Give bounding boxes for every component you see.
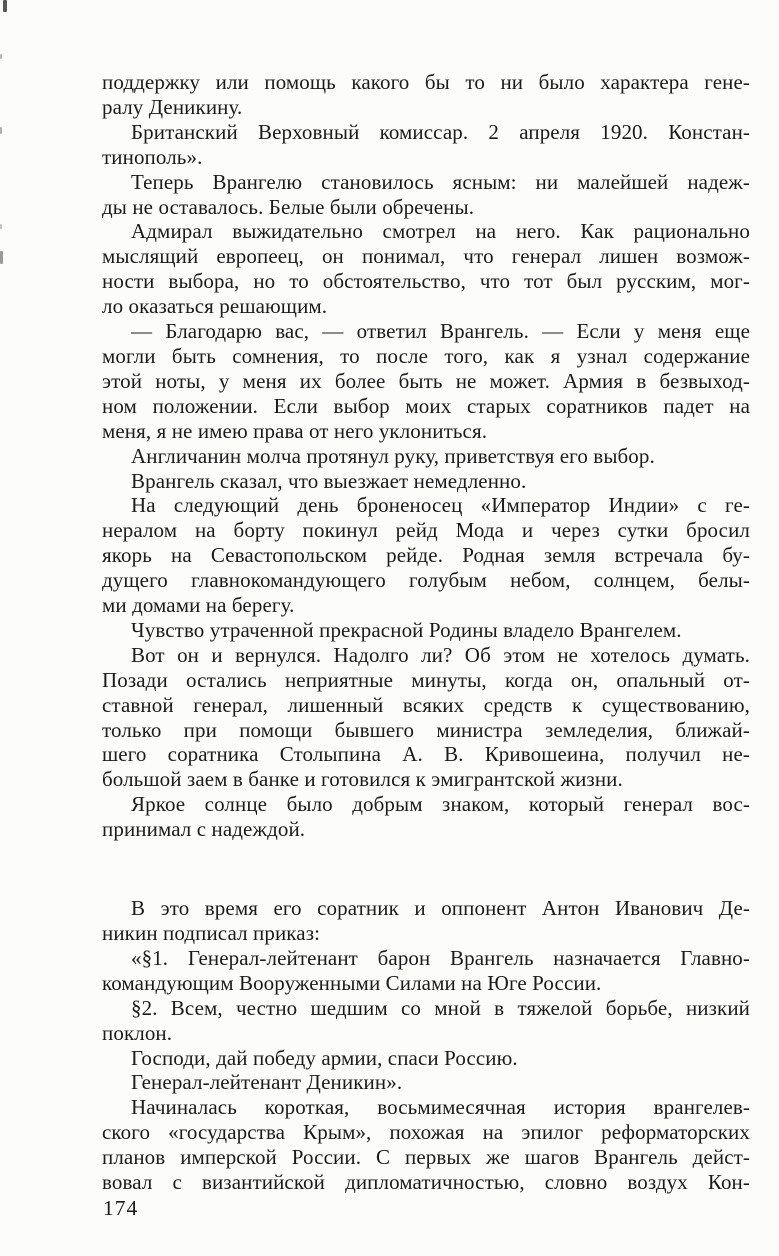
text-line: дущего главнокомандующего голубым небом, солнцем, белы-	[102, 568, 750, 593]
text-line: Вот он и вернулся. Надолго ли? Об этом не хотелось думать.	[131, 642, 750, 667]
paragraph	[102, 170, 750, 220]
text-line: Господи, дай победу армии, спаси Россию.	[131, 1045, 518, 1070]
text-line: тинополь».	[102, 144, 203, 169]
paragraph	[102, 1046, 750, 1071]
text-line: ном положении. Если выбор моих старых соратников падет на	[102, 393, 750, 418]
scan-artifact	[0, 224, 2, 229]
text-line: командующим Вооруженными Силами на Юге России.	[102, 970, 602, 995]
text-line: ралу Деникину.	[102, 94, 243, 119]
text-line: мыслящий европеец, он понимал, что генерал лишен возмож-	[102, 244, 750, 269]
text-line: Англичанин молча протянул руку, приветствуя его выбор.	[131, 443, 655, 468]
text-line: этой ноты, у меня их более быть не может. Армия в безвыход-	[102, 368, 750, 393]
text-line: поддержку или помощь какого бы то ни было характера гене-	[102, 70, 750, 94]
text-line: — Благодарю вас, — ответил Врангель. — Если у меня еще	[131, 319, 750, 344]
text-line: ского «государства Крым», похожая на эпилог реформаторских	[102, 1120, 750, 1145]
text-line: вовал с византийской дипломатичностью, словно воздух Кон-	[102, 1170, 750, 1195]
paragraph	[102, 469, 750, 494]
text-line: ми домами на берегу.	[102, 593, 295, 618]
text-line: нералом на борту покинул рейд Мода и через сутки бросил	[102, 518, 750, 543]
text-line: якорь на Севастопольском рейде. Родная земля встречала бу-	[102, 543, 750, 568]
text-line: ло оказаться решающим.	[102, 294, 328, 319]
page-number: 174	[103, 1196, 139, 1220]
text-line: Врангель сказал, что выезжает немедленно.	[131, 468, 527, 493]
text-line: Начиналась короткая, восьмимесячная история врангелев-	[131, 1095, 750, 1120]
scan-artifact	[0, 127, 2, 134]
text-line: ды не оставалось. Белые были обречены.	[102, 194, 475, 219]
paragraph	[102, 618, 750, 643]
text-line: принимал с надеждой.	[102, 817, 306, 842]
text-line: шего соратника Столыпина А. В. Кривошеина, получил не-	[102, 742, 750, 767]
scan-artifact	[0, 251, 3, 264]
text-line: Чувство утраченной прекрасной Родины владело Врангелем.	[131, 617, 682, 642]
text-line: Адмирал выжидательно смотрел на него. Как рационально	[131, 219, 750, 244]
text-line: поклон.	[102, 1020, 173, 1045]
text-line: «§1. Генерал-лейтенант барон Врангель назначается Главно-	[131, 945, 750, 970]
paragraph	[102, 319, 750, 444]
text-line: никин подписал приказ:	[102, 921, 321, 945]
paragraph	[102, 946, 750, 996]
text-line: большой заем в банке и готовился к эмигрантской жизни.	[102, 767, 623, 792]
paragraph	[102, 643, 750, 792]
text-line: ности выбора, но то обстоятельство, что тот был русским, мог-	[102, 269, 750, 294]
text-line: только при помощи бывшего министра земледелия, ближай-	[102, 717, 750, 742]
text-line: §2. Всем, честно шедшим со мной в тяжелой борьбе, низкий	[131, 995, 750, 1020]
text-line: Генерал-лейтенант Деникин».	[131, 1070, 403, 1095]
text-line: Позади остались неприятные минуты, когда он, опальный от-	[102, 667, 750, 692]
text-line: Теперь Врангелю становилось ясным: ни малейшей надеж-	[131, 169, 750, 194]
text-line: В это время его соратник и оппонент Антон Иванович Де-	[131, 896, 750, 921]
text-line: На следующий день броненосец «Император Индии» с ге-	[131, 493, 750, 518]
text-line: Британский Верховный комиссар. 2 апреля 1920. Констан-	[131, 119, 750, 144]
text-block	[102, 70, 750, 1195]
paragraph	[102, 120, 750, 170]
paragraph	[102, 493, 750, 618]
text-line: меня, я не имею права от него уклониться.	[102, 418, 488, 443]
scan-artifact	[3, 0, 7, 12]
text-line: Яркое солнце было добрым знаком, который генерал вос-	[131, 792, 750, 817]
text-line: ставной генерал, лишенный всяких средств к существованию,	[102, 692, 750, 717]
paragraph	[102, 996, 750, 1046]
paragraph	[102, 1095, 750, 1195]
paragraph	[102, 1070, 750, 1095]
text-line: могли быть сомнения, то после того, как я узнал содержание	[102, 343, 750, 368]
paragraph	[102, 219, 750, 319]
paragraph	[102, 444, 750, 469]
scan-artifact	[0, 54, 2, 59]
paragraph	[102, 896, 750, 946]
text-line: планов имперской России. С первых же шагов Врангель дейст-	[102, 1145, 750, 1170]
paragraph	[102, 792, 750, 842]
paragraph	[102, 70, 750, 120]
